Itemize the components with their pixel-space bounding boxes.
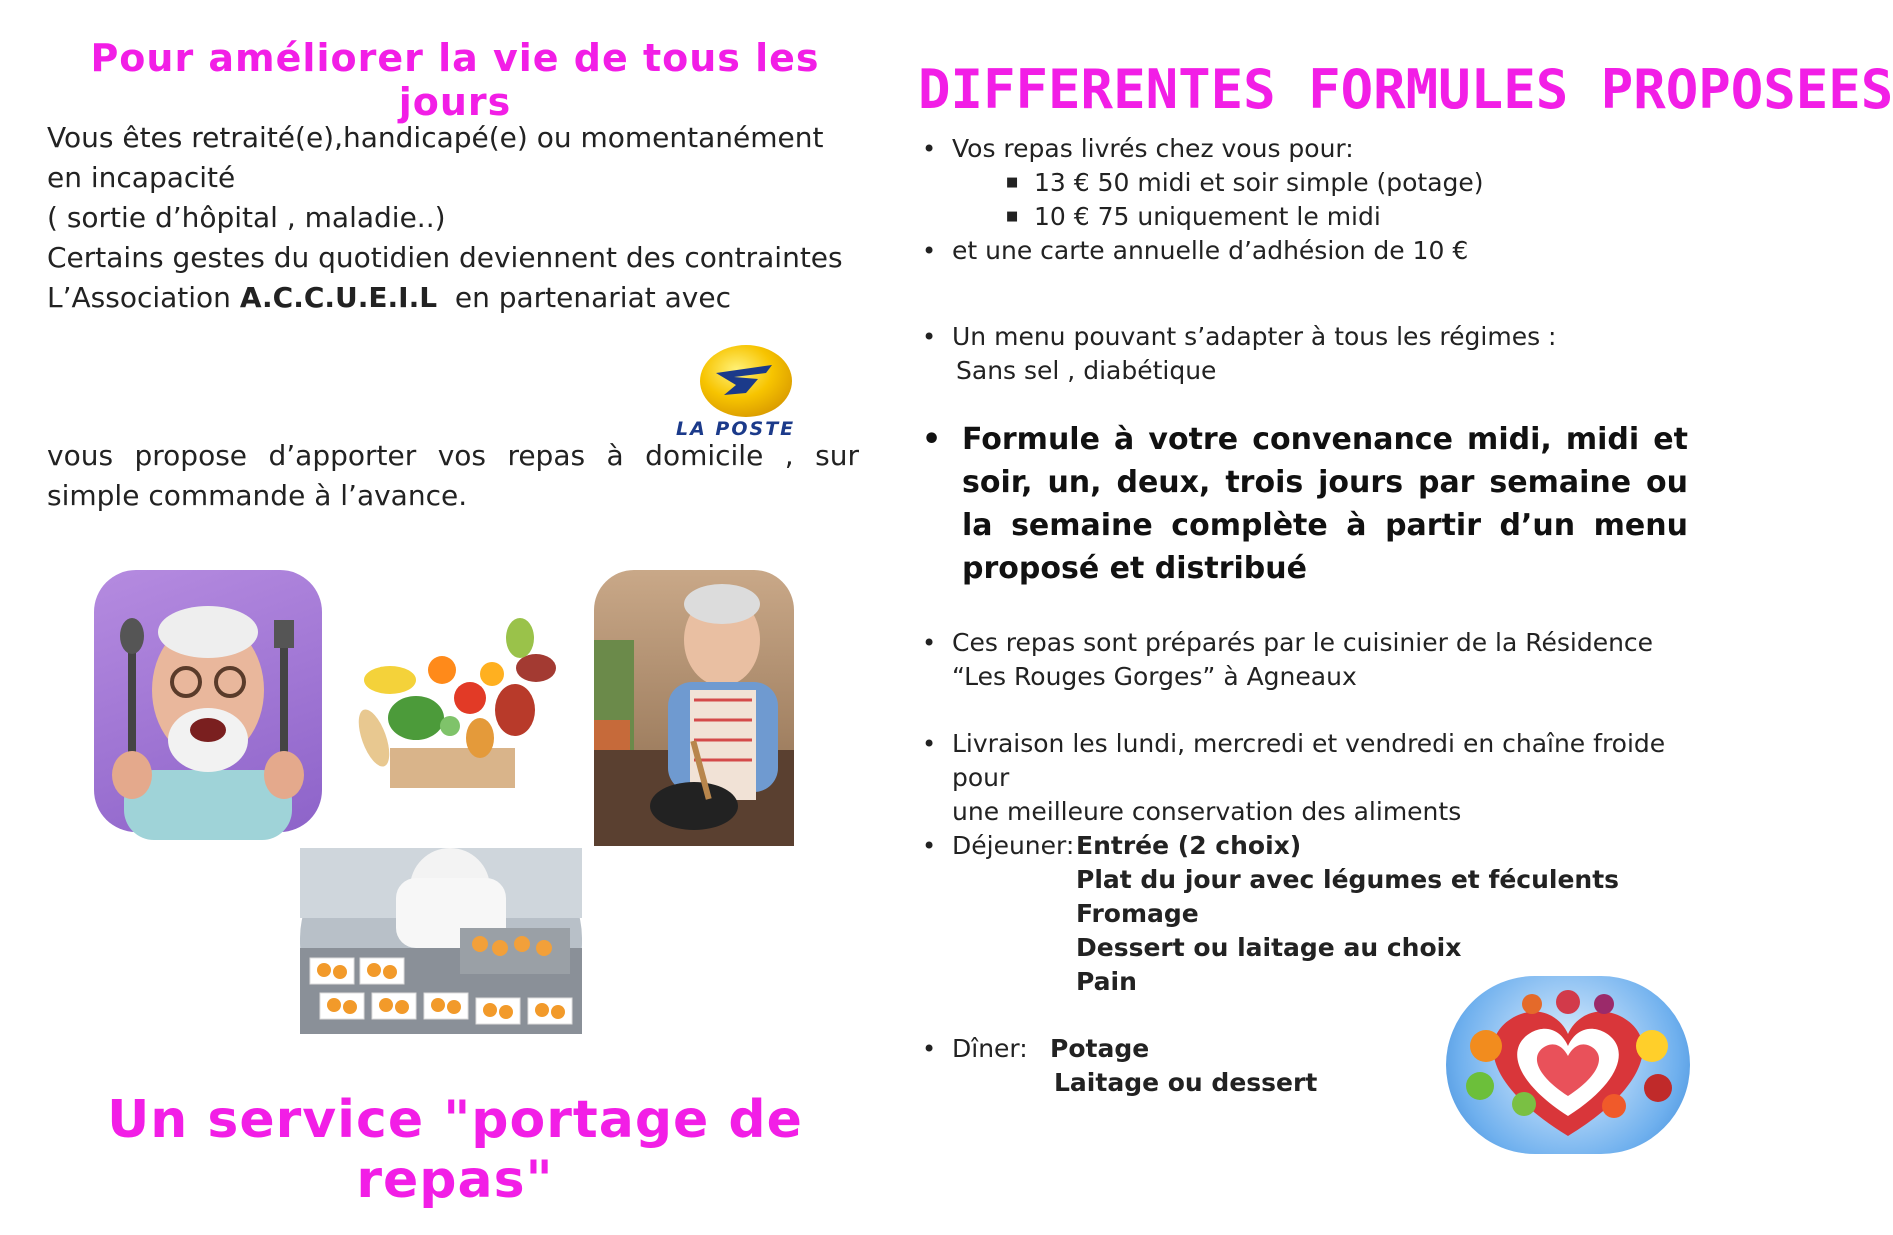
menu-item: Plat du jour avec légumes et féculents xyxy=(1076,865,1620,894)
vegetable-heart-photo xyxy=(1446,976,1690,1154)
propose-word: d’apporter xyxy=(268,439,417,472)
menu-item: Dessert ou laitage au choix xyxy=(1076,933,1462,962)
list-item-detail: Sans sel , diabétique xyxy=(956,356,1217,385)
propose-word: domicile xyxy=(645,439,764,472)
propose-word: à xyxy=(606,439,624,472)
menu-item: Entrée (2 choix) xyxy=(1076,831,1302,860)
formule-block xyxy=(918,418,1688,590)
propose-line-1 xyxy=(47,436,859,476)
menu-item: Laitage ou dessert xyxy=(1054,1068,1318,1097)
list-item: • Un menu pouvant s’adapter à tous les régimes : xyxy=(918,320,1688,354)
propose-line-2: simple commande à l’avance. xyxy=(47,479,468,512)
price-item: ■ 10 € 75 uniquement le midi xyxy=(918,200,1688,234)
elderly-woman-cooking-photo xyxy=(594,570,794,846)
association-line xyxy=(47,278,867,318)
dejeuner-list xyxy=(918,829,1688,999)
bottom-title: Un service "portage de repas" xyxy=(107,1090,803,1210)
intro-text xyxy=(47,118,867,318)
delivery-prices-list xyxy=(918,132,1688,268)
groceries-photo xyxy=(330,598,575,794)
propose-word: vous xyxy=(47,439,114,472)
list-item-detail: “Les Rouges Gorges” à Agneaux xyxy=(952,662,1357,691)
diner-label: • Dîner: xyxy=(952,1034,1028,1063)
intro-line: ( sortie d’hôpital , maladie..) xyxy=(47,201,446,234)
right-page-title: DIFFERENTES FORMULES PROPOSEES xyxy=(918,58,1893,121)
list-item: • Livraison les lundi, mercredi et vendredi en chaîne froide pour xyxy=(918,727,1688,795)
meal-trays-photo xyxy=(300,848,582,1034)
intro-line: Certains gestes du quotidien deviennent des contraintes xyxy=(47,241,843,274)
left-page-title: Pour améliorer la vie de tous les jours xyxy=(90,36,820,124)
menu-item: Fromage xyxy=(1076,899,1199,928)
list-item: • Vos repas livrés chez vous pour: xyxy=(918,132,1688,166)
propose-word: propose xyxy=(134,439,248,472)
delivery-days-list xyxy=(918,727,1688,829)
association-suffix: en partenariat avec xyxy=(437,281,731,314)
elderly-man-photo xyxy=(94,570,322,832)
association-name: A.C.C.U.E.I.L xyxy=(239,281,438,314)
list-item-detail: une meilleure conservation des aliments xyxy=(952,797,1462,826)
dejeuner-label: • Déjeuner: xyxy=(952,831,1075,860)
propose-text xyxy=(47,436,859,516)
intro-line: Vous êtes retraité(e),handicapé(e) ou momentanément xyxy=(47,121,824,154)
la-poste-label: LA POSTE xyxy=(676,418,796,440)
menu-regimes-list xyxy=(918,320,1688,388)
list-item xyxy=(918,829,1688,863)
formule-item: • Formule à votre convenance midi, midi et soir, un, deux, trois jours par semaine ou la semaine complète à partir d’un menu proposé et distribué xyxy=(918,418,1688,590)
propose-word: vos xyxy=(437,439,486,472)
menu-item: Potage xyxy=(1050,1034,1150,1063)
association-prefix: L’Association xyxy=(47,281,240,314)
list-item: • Ces repas sont préparés par le cuisinier de la Résidence xyxy=(918,626,1688,660)
intro-line: en incapacité xyxy=(47,161,236,194)
menu-item: Pain xyxy=(1076,967,1137,996)
propose-word: , xyxy=(784,439,794,472)
prepared-list xyxy=(918,626,1688,694)
propose-word: sur xyxy=(815,439,859,472)
propose-word: repas xyxy=(507,439,586,472)
price-item: ■ 13 € 50 midi et soir simple (potage) xyxy=(918,166,1688,200)
list-item: • et une carte annuelle d’adhésion de 10 € xyxy=(918,234,1688,268)
